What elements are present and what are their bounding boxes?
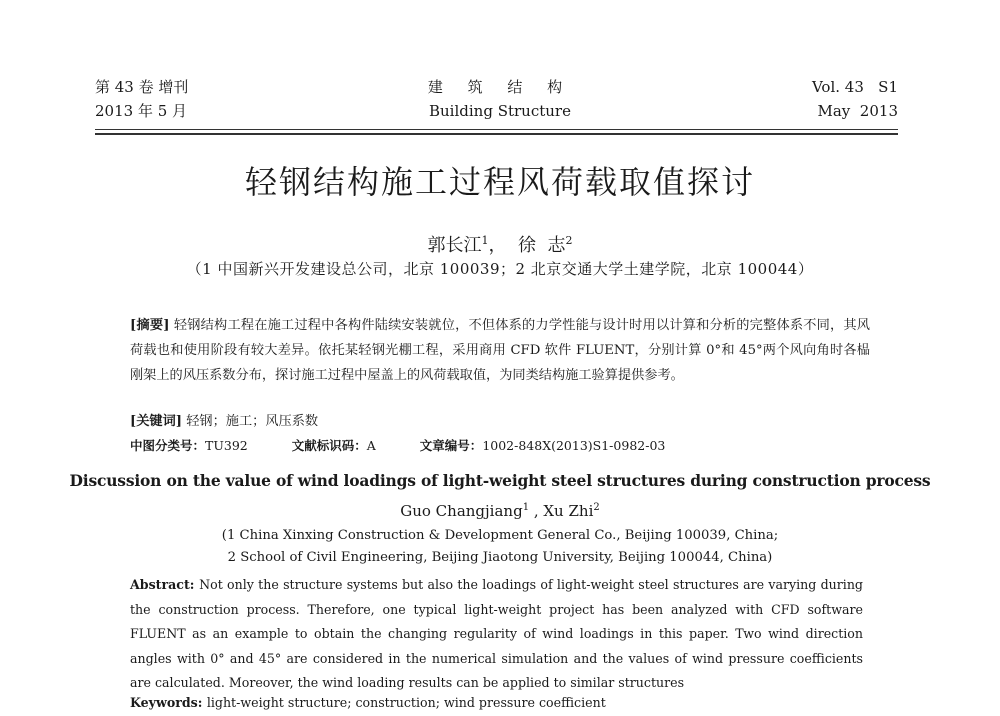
abstract-en-label: Abstract <box>130 577 190 592</box>
abstract-cn-label: [摘要] <box>130 318 170 333</box>
date-cn: 2013 年 5 月 <box>95 102 188 120</box>
author-affil-mark: 2 <box>565 234 573 247</box>
article-no-value: 1002-848X(2013)S1-0982-03 <box>482 438 666 453</box>
author-affil-mark-en: 1 <box>522 502 530 513</box>
header-rule-thick <box>95 133 898 135</box>
affiliation-en-2: 2 School of Civil Engineering, Beijing Jiaotong University, Beijing 100044, China) <box>227 550 773 565</box>
doc-code-label: 文献标识码： <box>291 438 367 453</box>
journal-name-en: Building Structure <box>429 102 571 120</box>
volume-en: Vol. 43 S1 <box>811 78 898 96</box>
doc-code-value: A <box>366 438 376 453</box>
author-affil-mark: 1 <box>481 234 489 247</box>
journal-volume-en <box>812 75 898 123</box>
article-no-label: 文章编号： <box>419 438 483 453</box>
keywords-en-label: Keywords <box>130 695 198 710</box>
author-name-en: Guo Changjiang <box>400 502 523 520</box>
classification-info <box>130 433 870 458</box>
abstract-en-text: Not only the structure systems but also the loadings of light-weight steel structures are varying during the construction process. Therefore, one typical light-weight project has been analyzed with CFD software FLUENT as an example to obtain the changing regularity of wind loadings in this paper. Two wind direction angles with 0° and 45° are considered in the numerical simulation and the values of wind pressure coefficients are calculated. Moreover, the wind loading results can be applied to similar structures <box>130 577 863 690</box>
author-name: 郭长江 <box>427 235 482 256</box>
affiliation-en-1: (1 China Xinxing Construction & Development General Co., Beijing 100039, China; <box>221 528 779 543</box>
date-en: May 2013 <box>817 102 898 120</box>
paper-title-cn: 轻钢结构施工过程风荷载取值探讨 <box>244 163 755 201</box>
abstract-en: Abstract: Not only the structure systems but also the loadings of light-weight steel structures are varying during the construction process. Therefore, one typical light-weight project has been analyzed with CFD software FLUENT as an example to obtain the changing regularity of wind loadings in this paper. Two wind direction angles with 0° and 45° are considered in the numerical simulation and the values of wind pressure coefficients are calculated. Moreover, the wind loading results can be applied to similar structures <box>130 577 863 690</box>
authors-en <box>0 497 1000 522</box>
abstract-cn <box>130 313 870 388</box>
keywords-cn-label: [关键词] <box>130 414 183 429</box>
keywords-cn <box>130 409 870 434</box>
author-separator-en: , <box>529 502 544 520</box>
volume-cn: 第 43 卷 增刊 <box>95 78 189 96</box>
author-separator: ， <box>488 235 518 256</box>
paper-title-en: Discussion on the value of wind loadings of light-weight steel structures during construction process <box>69 471 931 490</box>
keywords-en-text: light-weight structure; construction; wind pressure coefficient <box>206 695 606 710</box>
author-affil-mark-en: 2 <box>593 502 600 513</box>
keywords-cn-text: 轻钢；施工；风压系数 <box>186 414 319 429</box>
abstract-cn-text: 轻钢结构工程在施工过程中各构件陆续安装就位，不但体系的力学性能与设计时用以计算和分析的完整体系不同，其风荷载也和使用阶段有较大差异。依托某轻钢光棚工程，采用商用 CFD 软件 FLUENT，分别计算 0°和 45°两个风向角时各榀刚架上的风压系数分布，探讨施工过程中屋盖上的风荷载取值，为同类结构施工验算提供参考。 <box>130 318 870 383</box>
author-name-en: Xu Zhi <box>543 502 594 520</box>
keywords-en: Keywords: light-weight structure; construction; wind pressure coefficient <box>130 695 606 710</box>
journal-name-cn: 建 筑 结 构 <box>427 78 573 96</box>
affiliation-cn: （1 中国新兴开发建设总公司，北京 100039；2 北京交通大学土建学院，北京 100044） <box>186 260 814 278</box>
header-rule-thin <box>95 129 898 130</box>
clc-label: 中图分类号： <box>130 438 206 453</box>
clc-value: TU392 <box>205 438 248 453</box>
authors-cn <box>0 229 1000 258</box>
author-name: 徐 志 <box>518 235 566 256</box>
